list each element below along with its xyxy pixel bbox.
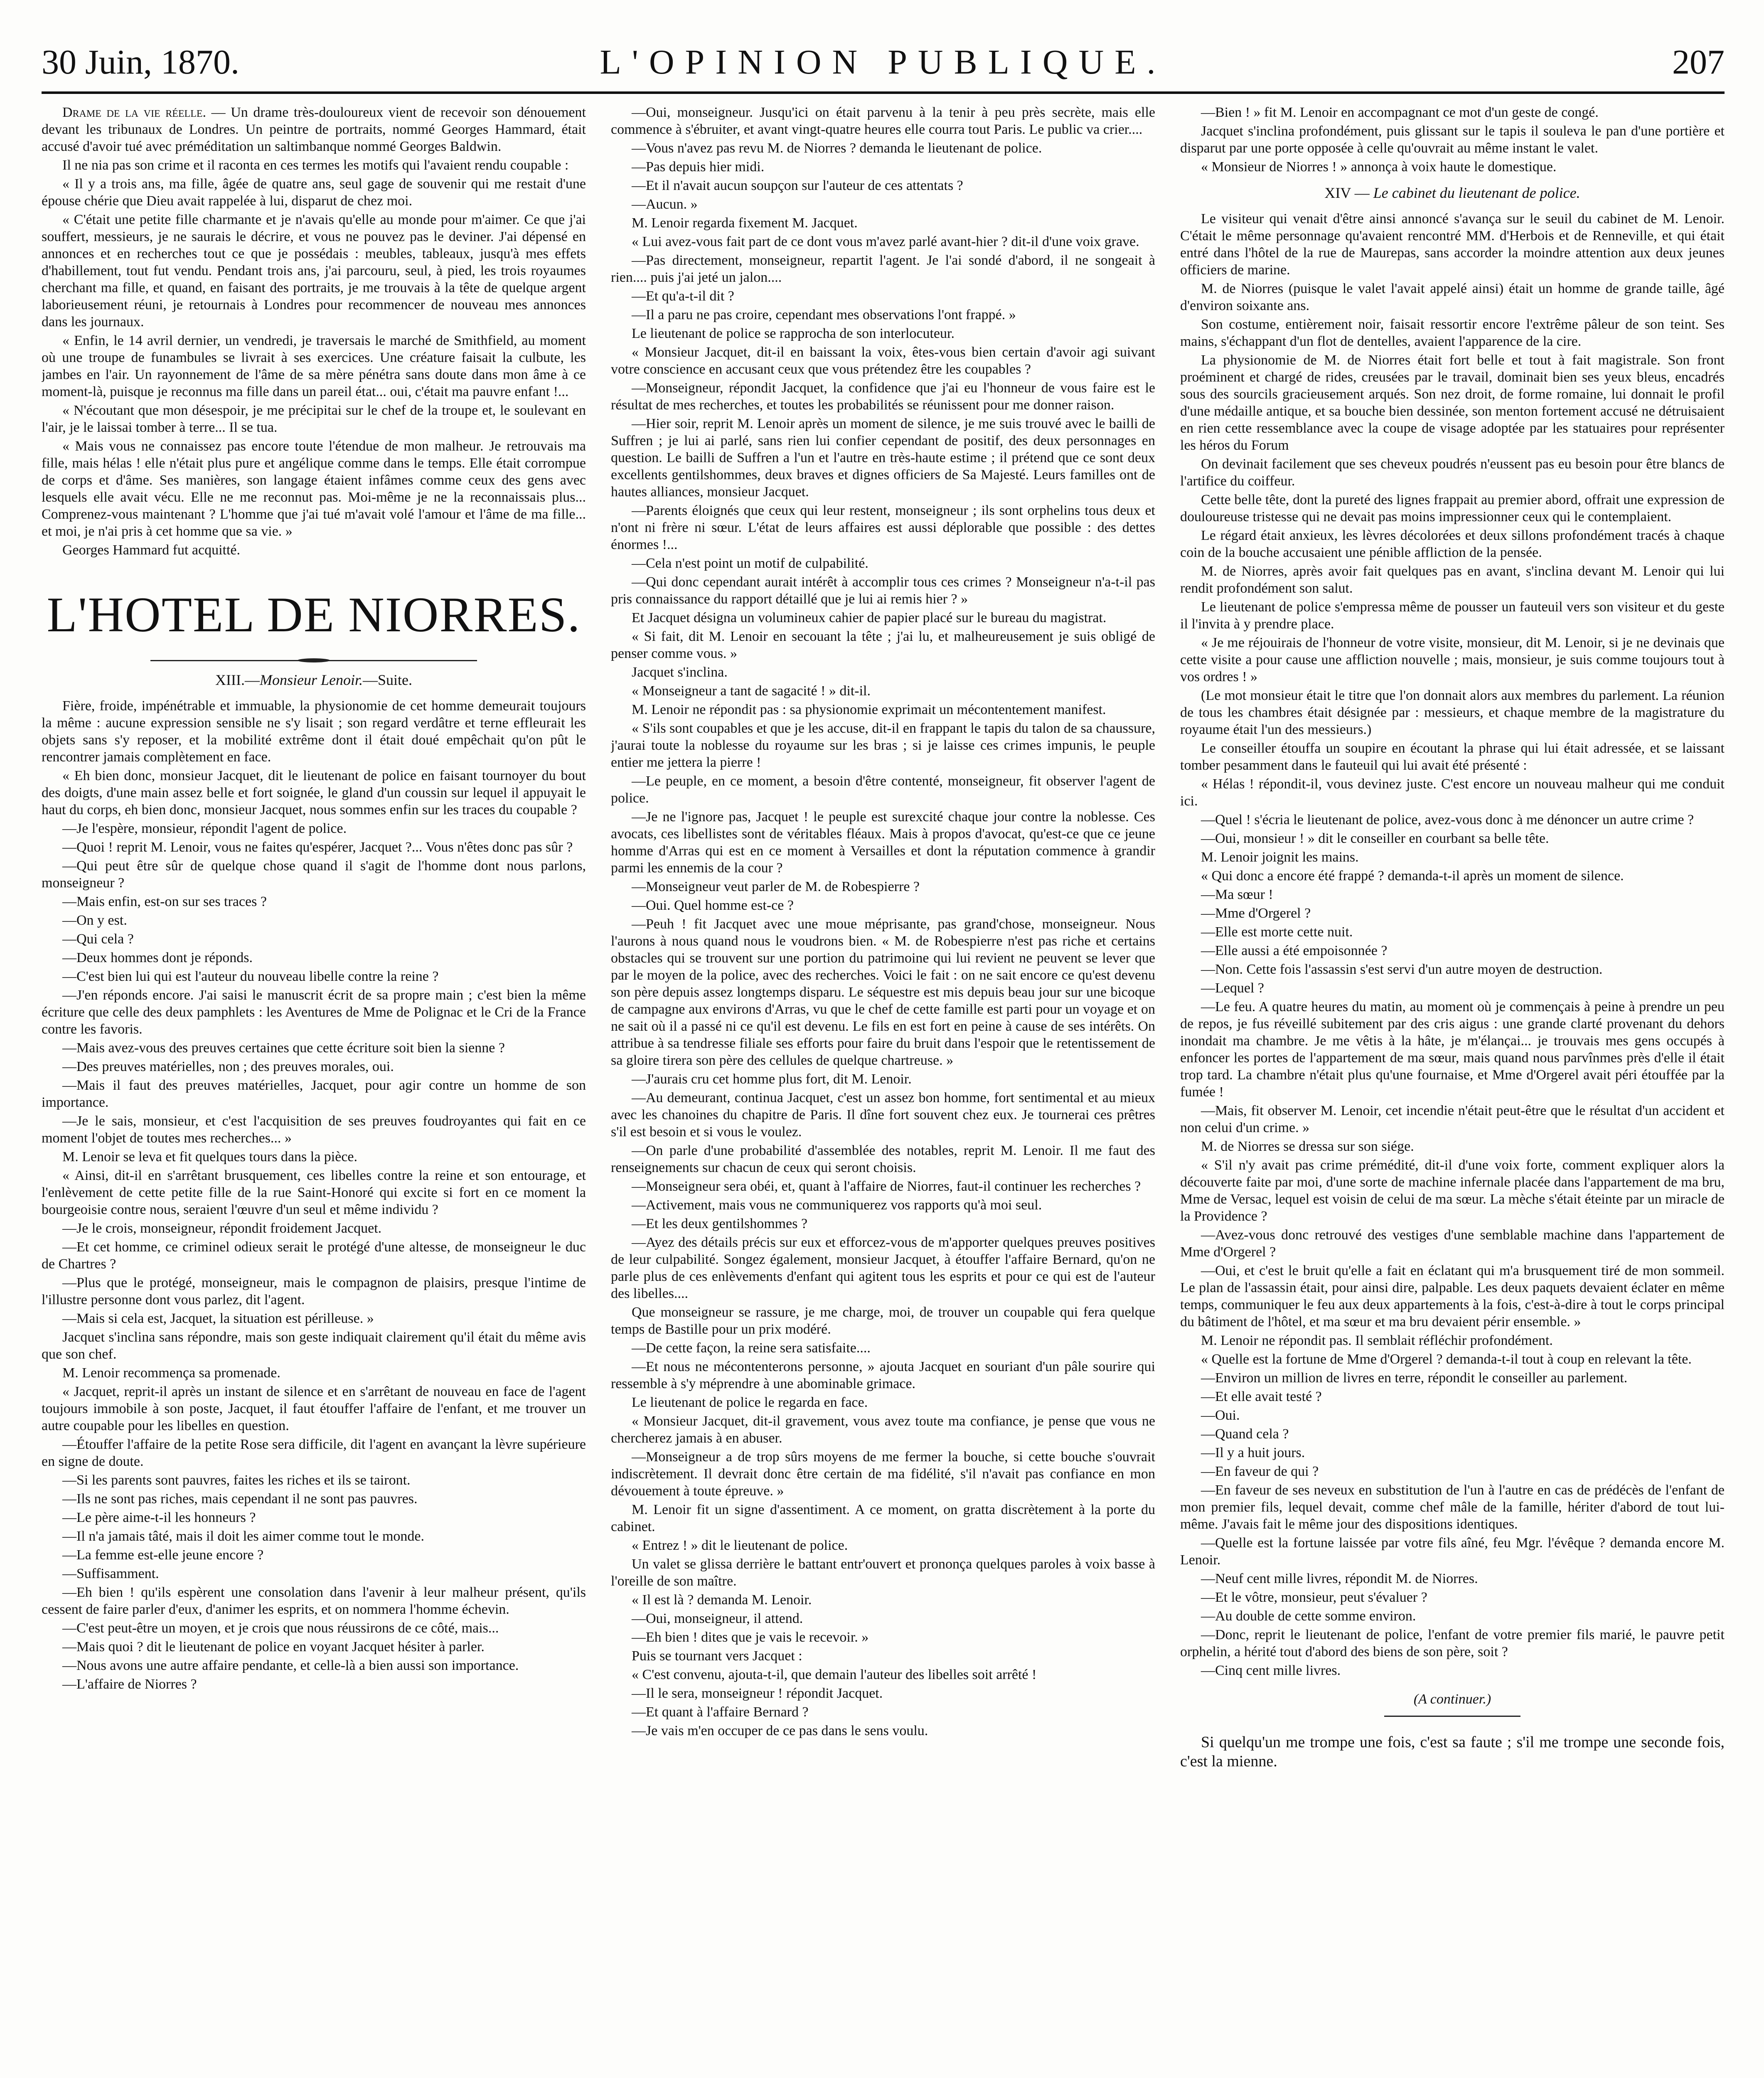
paragraph: « Entrez ! » dit le lieutenant de police. [632,1538,848,1553]
paragraph: —Ma sœur ! [1201,887,1273,902]
paragraph: —Deux hommes dont je réponds. [62,950,253,965]
to-be-continued: (A continuer.) [1413,1691,1491,1707]
chapter-number: XIII.— [215,672,260,688]
paragraph: Le conseiller étouffa un soupire en écoutant la phrase qui lui était adressée, et se laissant tomber pesamment dans le fauteuil qui lui avait été présenté : [1180,741,1725,773]
paragraph: —Monseigneur sera obéi, et, quant à l'affaire de Niorres, faut-il continuer les recherches ? [632,1179,1141,1194]
story-body [1180,210,1725,1679]
paragraph: —Il a paru ne pas croire, cependant mes observations l'ont frappé. » [632,307,1016,323]
paragraph: « Monsieur de Niorres ! » annonça à voix haute le domestique. [1201,159,1557,175]
paragraph: —Donc, reprit le lieutenant de police, l'enfant de votre premier fils marié, le pauvre petit orphelin, a hérité tout d'abord des biens de son père, soit ? [1180,1627,1725,1659]
paragraph: —Monseigneur, répondit Jacquet, la confidence que j'ai eu l'honneur de vous faire est le résultat de mes recherches, et toutes les probabilités se réunissent pour me donner raison. [611,380,1155,413]
paragraph: —Non. Cette fois l'assassin s'est servi d'un autre moyen de destruction. [1201,962,1603,977]
paragraph: —Pas depuis hier midi. [632,159,765,175]
paragraph: « N'écoutant que mon désespoir, je me précipitai sur le chef de la troupe et, le soulevant en l'air, je le laissai tomber à terre... Il se tua. [42,403,586,435]
paragraph: (Le mot monsieur était le titre que l'on donnait alors aux membres du parlement. La réunion de tous les chambres était désignée par : messieurs, et chaque membre de la magistrature du royaume était l'un des messieurs.) [1180,688,1725,737]
paragraph: —Monseigneur veut parler de M. de Robespierre ? [632,879,920,894]
masthead-rule [42,91,1725,94]
news-item-body [42,157,586,559]
paragraph: —Mais avez-vous des preuves certaines que cette écriture soit bien la sienne ? [62,1040,505,1056]
paragraph: —Lequel ? [1201,980,1264,996]
paragraph: —Oui, monseigneur. Jusqu'ici on était parvenu à la tenir à peu près secrète, mais elle commence à s'ébruiter, et avant vingt-quatre heures elle courra tout Paris. Le public va crier.... [611,105,1155,137]
news-item-text: — Un drame très-douloureux vient de recevoir son dénouement devant les tribunaux de Londres. Un peintre de portraits, nommé Georges Hammard, était accusé d'avoir tué avec préméditation un saltimbanque nommé Georges Baldwin. [42,105,586,154]
title-ornament [150,658,477,662]
paragraph: Jacquet s'inclina profondément, puis glissant sur le tapis il souleva le pan d'une portière et disparut par une porte opposée à celle qu'ouvrait au même instant le valet. [1180,123,1725,156]
paragraph: —C'est peut-être un moyen, et je crois que nous réussirons de ce côté, mais... [62,1620,499,1636]
paragraph: —Quoi ! reprit M. Lenoir, vous ne faites qu'espérer, Jacquet ?... Vous n'êtes donc pas sûr ? [62,840,573,855]
paragraph: —La femme est-elle jeune encore ? [62,1547,264,1563]
end-rule [1384,1716,1520,1717]
paragraph: —Il n'a jamais tâté, mais il doit les aimer comme tout le monde. [62,1529,425,1544]
paragraph: « Monsieur Jacquet, dit-il gravement, vous avez toute ma confiance, je pense que vous ne chercherez jamais à en abuser. [611,1413,1155,1446]
paragraph: —Je ne l'ignore pas, Jacquet ! le peuple est surexcité chaque jour contre la noblesse. Ces avocats, ces libellistes sont de véritables fléaux. Mais à propos d'avocat, qu'est-ce que ce jeune homme d'Arras qui est en ce moment à Versailles et dont la réputation commence à grandir parmi les ennemis de la cour ? [611,809,1155,876]
paragraph: Cette belle tête, dont la pureté des lignes frappait au premier abord, offrait une expression de douloureuse tristesse qui ne devait pas moins impressionner ceux qui le contemplaient. [1180,492,1725,524]
paragraph: —Quelle est la fortune laissée par votre fils aîné, feu Mgr. l'évêque ? demanda encore M. Lenoir. [1180,1535,1725,1568]
paragraph: —Eh bien ! dites que je vais le recevoir. » [632,1630,869,1645]
column-1 [42,104,586,2078]
paragraph: —Ils ne sont pas riches, mais cependant il ne sont pas pauvres. [62,1491,418,1507]
paragraph: M. Lenoir ne répondit pas. Il semblait réfléchir profondément. [1201,1333,1553,1348]
paragraph: —J'en réponds encore. J'ai saisi le manuscrit écrit de sa propre main ; c'est bien la même écriture que celle des deux pamphlets : les Aventures de Mme de Polignac et le Cri de la France contre les favoris. [42,987,586,1037]
paragraph: « C'est convenu, ajouta-t-il, que demain l'auteur des libelles soit arrêté ! [632,1667,1037,1682]
paragraph: —Mais il faut des preuves matérielles, Jacquet, pour agir contre un homme de son importance. [42,1078,586,1110]
paragraph: —L'affaire de Niorres ? [62,1677,197,1692]
paragraph: —Je le sais, monsieur, et c'est l'acquisition de ses preuves foudroyantes qui fait en ce moment l'objet de toutes mes recherches... » [42,1113,586,1146]
chapter-heading [1180,184,1725,202]
paragraph: —Et nous ne mécontenterons personne, » ajouta Jacquet en souriant d'un pâle sourire qui ressemble à s'y méprendre à une abominable grimace. [611,1359,1155,1391]
news-item-lead: Drame de la vie réelle. [62,105,207,120]
page-number: 207 [1672,43,1725,81]
paragraph: —Activement, mais vous ne communiquerez vos rapports qu'à moi seul. [632,1197,1042,1213]
column-3 [1180,104,1725,2078]
paragraph: Un valet se glissa derrière le battant entr'ouvert et prononça quelques paroles à voix basse à l'oreille de son maître. [611,1556,1155,1589]
paragraph: M. Lenoir ne répondit pas : sa physionomie exprimait un mécontentement manifest. [632,702,1106,717]
paragraph: —Pas directement, monseigneur, repartit l'agent. Je l'ai sondé d'abord, il ne songeait à rien.... puis j'ai jeté un jalon.... [611,253,1155,285]
paragraph: —Et il n'avait aucun soupçon sur l'auteur de ces attentats ? [632,178,963,193]
paragraph: « Jacquet, reprit-il après un instant de silence et en s'arrêtant de nouveau en face de l'agent toujours immobile à son poste, Jacquet, il faut étouffer l'affaire de l'enfant, et me trouver un autre coupable pour les libelles en question. [42,1384,586,1433]
paragraph: —Si les parents sont pauvres, faites les riches et ils se tairont. [62,1472,411,1488]
paragraph: —Le père aime-t-il les honneurs ? [62,1510,256,1525]
paragraph: —Mais enfin, est-on sur ses traces ? [62,894,267,909]
issue-date: 30 Juin, 1870. [42,43,240,81]
paragraph: —Et quant à l'affaire Bernard ? [632,1704,809,1720]
paragraph: —Bien ! » fit M. Lenoir en accompagnant ce mot d'un geste de congé. [1201,105,1599,120]
paragraph: Il ne nia pas son crime et il raconta en ces termes les motifs qui l'avaient rendu coupable : [62,158,569,173]
paragraph: —Ayez des détails précis sur eux et efforcez-vous de m'apporter quelques preuves positives de leur culpabilité. Songez également, monsieur Jacquet, à étouffer l'affaire Bernard, qu'on ne parle plus de ces enlèvements d'enfant qui agitent tous les esprits et pour ce qui est de l'auteur des libelles.... [611,1235,1155,1301]
paragraph: Georges Hammard fut acquitté. [62,542,241,558]
paragraph: « Si fait, dit M. Lenoir en secouant la tête ; j'ai lu, et malheureusement je suis obligé de penser comme vous. » [611,629,1155,661]
paragraph: M. Lenoir se leva et fit quelques tours dans la pièce. [62,1149,357,1165]
masthead [42,29,1725,91]
paragraph: « Il y a trois ans, ma fille, âgée de quatre ans, seul gage de souvenir qui me restait d'une épouse chérie que Dieu avait rappelée à lui, disparut de chez moi. [42,176,586,209]
paragraph: —Eh bien ! qu'ils espèrent une consolation dans l'avenir à leur malheur présent, qu'ils cessent de faire parler d'eux, d'animer les esprits, et on nommera l'homme échevin. [42,1585,586,1617]
paragraph: —J'aurais cru cet homme plus fort, dit M. Lenoir. [632,1071,912,1087]
paragraph: —Avez-vous donc retrouvé des vestiges d'une semblable machine dans l'appartement de Mme d'Orgerel ? [1180,1227,1725,1260]
paragraph: « S'il n'y avait pas crime prémédité, dit-il d'une voix forte, comment expliquer alors la découverte faite par moi, d'une sorte de machine infernale placée dans l'appartement de ma bru, Mme de Versac, lequel est voisin de celui de ma sœur. La mèche s'était éteinte par un miracle de la Providence ? [1180,1157,1725,1224]
paragraph: « Monsieur Jacquet, dit-il en baissant la voix, êtes-vous bien certain d'avoir agi suivant votre conscience en accusant ceux que vous prétendez être les coupables ? [611,345,1155,377]
chapter-suffix: —Suite. [362,672,412,688]
paragraph: Fière, froide, impénétrable et immuable, la physionomie de cet homme demeurait toujours la même : aucune expression sensible ne s'y lisait ; son regard verdâtre et terne effleurait les objets sans s'y reposer, et la mobilité extrême dont il était doué empêchait qu'on pût le rencontrer jamais complètement en face. [42,698,586,765]
paragraph: —Nous avons une autre affaire pendante, et celle-là a bien aussi son importance. [62,1658,519,1673]
paragraph: « Monseigneur a tant de sagacité ! » dit-il. [632,683,871,699]
paragraph: —Parents éloignés que ceux qui leur restent, monseigneur ; ils sont orphelins tous deux et n'ont ni frère ni sœur. L'état de leurs affaires est aussi déplorable que possible : des dettes énormes !... [611,503,1155,552]
paragraph: —Qui cela ? [62,931,134,947]
paragraph: « Hélas ! répondit-il, vous devinez juste. C'est encore un nouveau malheur qui me conduit ici. [1180,776,1725,809]
paragraph: —Suffisamment. [62,1566,159,1581]
paragraph: —On y est. [62,913,127,928]
paragraph: —Vous n'avez pas revu M. de Niorres ? demanda le lieutenant de police. [632,140,1042,156]
maxim: Si quelqu'un me trompe une fois, c'est sa faute ; s'il me trompe une seconde fois, c'est la mienne. [1180,1733,1725,1770]
paragraph: Son costume, entièrement noir, faisait ressortir encore l'extrême pâleur de son teint. Ses mains, s'échappant d'un flot de dentelles, avaient l'apparence de la cire. [1180,317,1725,349]
paragraph: —Environ un million de livres en terre, répondit le conseiller au parlement. [1201,1370,1628,1386]
paragraph: —Mais quoi ? dit le lieutenant de police en voyant Jacquet hésiter à parler. [62,1639,485,1655]
paragraph: —Je l'espère, monsieur, répondit l'agent de police. [62,821,347,836]
paragraph: —Qui peut être sûr de quelque chose quand il s'agit de l'homme dont nous parlons, monseigneur ? [42,858,586,891]
paragraph: « Je me réjouirais de l'honneur de votre visite, monsieur, dit M. Lenoir, si je ne devinais que cette visite a pour cause une affliction nouvelle ; mais, monsieur, je suis comme toujours tout à vos ordres ! » [1180,635,1725,684]
paragraph: —Cinq cent mille livres. [1201,1663,1341,1678]
paragraph: Jacquet s'inclina sans répondre, mais son geste indiquait clairement qu'il était du même avis que son chef. [42,1330,586,1362]
paragraph: Le régard était anxieux, les lèvres décolorées et deux sillons profondément tracés à chaque coin de la bouche accusaient une pénible affliction de la pensée. [1180,528,1725,560]
paragraph: —Plus que le protégé, monseigneur, mais le compagnon de plaisirs, presque l'intime de l'illustre personne dont vous parlez, dit l'agent. [42,1275,586,1307]
paragraph: —Aucun. » [632,197,698,212]
paragraph: —Oui. [1201,1408,1240,1423]
paragraph: —Quand cela ? [1201,1426,1289,1442]
paragraph: —C'est bien lui qui est l'auteur du nouveau libelle contre la reine ? [62,969,439,984]
paragraph: —Je vais m'en occuper de ce pas dans le sens voulu. [632,1723,928,1738]
paragraph: Jacquet s'inclina. [632,665,728,680]
paragraph: —Oui, monseigneur, il attend. [632,1611,803,1626]
paragraph: Que monseigneur se rassure, je me charge, moi, de trouver un coupable qui fera quelque temps de Bastille pour un prix modéré. [611,1305,1155,1337]
paragraph: « S'ils sont coupables et que je les accuse, dit-il en frappant le tapis du talon de sa chaussure, j'aurai toute la noblesse du royaume sur les bras ; si je laisse ces crimes impunis, le peuple entier me jettera la pierre ! [611,721,1155,770]
paragraph: —Neuf cent mille livres, répondit M. de Niorres. [1201,1571,1478,1586]
paragraph: Le visiteur qui venait d'être ainsi annoncé s'avança sur le seuil du cabinet de M. Lenoir. C'était le même personnage qu'avaient rencontré MM. d'Herbois et de Renneville, et qui était entré dans l'hôtel de la rue de Maurepas, sans accorder la moindre attention aux deux jeunes officiers de marine. [1180,211,1725,278]
paragraph: —On parle d'une probabilité d'assemblée des notables, reprit M. Lenoir. Il me faut des renseignements sur chacun de ceux qui seront choisis. [611,1143,1155,1175]
paragraph: On devinait facilement que ses cheveux poudrés n'eussent pas eu besoin pour être blancs de l'artifice du coiffeur. [1180,456,1725,489]
paragraph: Le lieutenant de police se rapprocha de son interlocuteur. [632,326,955,341]
story-body [1180,104,1725,175]
story-body [611,104,1155,1739]
paragraph: —Et elle avait testé ? [1201,1389,1322,1404]
chapter-heading [42,671,586,689]
paragraph: « Enfin, le 14 avril dernier, un vendredi, je traversais le marché de Smithfield, au moment où une troupe de funambules se livrait à ses exercices. Une créature faisait la culbute, les jambes en l'air. Un rayonnement de l'âme de sa mère pénétra sans doute dans mon âme à ce moment-là, puisque je reconnus ma fille dans un pareil état... oui, c'était ma pauvre enfant !... [42,333,586,399]
paragraph: —Et cet homme, ce criminel odieux serait le protégé d'une altesse, de monseigneur le duc de Chartres ? [42,1239,586,1272]
paragraph: —Il le sera, monseigneur ! répondit Jacquet. [632,1686,883,1701]
paragraph: —Monseigneur a de trop sûrs moyens de me fermer la bouche, si cette bouche s'ouvrait indiscrètement. Il devrait donc être certain de ma fidélité, s'il n'avait pas confiance en mon dévouement à toute épreuve. » [611,1449,1155,1499]
paragraph: —Peuh ! fit Jacquet avec une moue méprisante, pas grand'chose, monseigneur. Nous l'aurons à nous quand nous le voudrons bien. « M. de Robespierre n'est pas riche et certains obstacles qui se trouvent sur une portion du patrimoine qui lui revient ne peuvent se lever que par le moyen de la police, avec des recherches. Voici le fait : on ne sait encore ce qu'est devenu son père depuis assez longtemps disparu. Le séquestre est mis depuis beau jour sur une bicoque de campagne aux environs d'Arras, vu que le chef de cette famille est parti pour un voyage et on ne sait où il a passé ni ce qu'il est devenu. Le fils en est fort en peine à cause de ses intérêts. On attribue à sa tendresse filiale ses efforts pour faire du bruit dans l'espoir que le retentissement de sa gloire tirera son père des cellules de quelque chartreuse. » [611,916,1155,1068]
section-title: L'HOTEL DE NIORRES. [47,587,581,642]
paragraph: M. de Niorres se dressa sur son siége. [1201,1139,1414,1154]
paragraph: —Mais, fit observer M. Lenoir, cet incendie n'était peut-être que le résultat d'un accident et non celui d'un crime. » [1180,1103,1725,1135]
paragraph: —De cette façon, la reine sera satisfaite.... [632,1340,871,1356]
paragraph: —Qui donc cependant aurait intérêt à accomplir tous ces crimes ? Monseigneur n'a-t-il pas pris connaissance du rapport détaillé que je lui ai remis hier ? » [611,574,1155,607]
article-columns [42,104,1725,2078]
paragraph: —Oui. Quel homme est-ce ? [632,898,794,913]
story-body [42,697,586,1693]
paragraph: —Et les deux gentilshommes ? [632,1216,808,1231]
column-2 [611,104,1155,2078]
paragraph: M. de Niorres, après avoir fait quelques pas en avant, s'inclina devant M. Lenoir qui lui rendit profondément son salut. [1180,564,1725,596]
paragraph: —Et le vôtre, monsieur, peut s'évaluer ? [1201,1590,1427,1605]
paragraph: Puis se tournant vers Jacquet : [632,1648,802,1664]
paragraph: —Cela n'est point un motif de culpabilité. [632,556,868,571]
paragraph: —Quel ! s'écria le lieutenant de police, avez-vous donc à me dénoncer un autre crime ? [1201,812,1694,827]
paragraph: « Ainsi, dit-il en s'arrêtant brusquement, ces libelles contre la reine et son entourage, et l'enlèvement de cette petite fille de la rue Saint-Honoré qui excite si fort en ce moment la bourgeoisie contre nous, seraient l'œuvre d'un seul et même individu ? [42,1168,586,1217]
chapter-number: XIV — [1324,185,1370,201]
paragraph: —Au demeurant, continua Jacquet, c'est un assez bon homme, fort sentimental et au mieux avec les chanoines du chapitre de Paris. Il dîne fort souvent chez eux. Je tournerai ces prêtres s'il est besoin et si vous le voulez. [611,1090,1155,1140]
newspaper-title: L'OPINION PUBLIQUE. [600,43,1166,81]
paragraph: « Qui donc a encore été frappé ? demanda-t-il après un moment de silence. [1201,868,1624,884]
paragraph: —Étouffer l'affaire de la petite Rose sera difficile, dit l'agent en avançant la lèvre supérieure en signe de doute. [42,1437,586,1469]
paragraph: « Il est là ? demanda M. Lenoir. [632,1592,812,1608]
chapter-title: Monsieur Lenoir. [259,672,363,688]
paragraph: —Elle aussi a été empoisonnée ? [1201,943,1388,958]
paragraph: —En faveur de qui ? [1201,1464,1319,1479]
paragraph: Le lieutenant de police s'empressa même de pousser un fauteuil vers son visiteur et du geste il l'invita à y prendre place. [1180,599,1725,632]
paragraph: —Et qu'a-t-il dit ? [632,288,734,304]
paragraph: —Hier soir, reprit M. Lenoir après un moment de silence, je me suis trouvé avec le bailli de Suffren ; je lui ai parlé, sans rien lui confier cependant de positif, des deux personnages en question. Le bailli de Suffren a l'un et l'autre en très-haute estime ; il prétend que ce sont deux excellents gentilshommes, deux braves et dignes officiers de Sa Majesté. Leurs familles ont de hautes alliances, monsieur Jacquet. [611,416,1155,500]
paragraph: —Le feu. A quatre heures du matin, au moment où je commençais à peine à prendre un peu de repos, je fus réveillé subitement par des cris aigus : une grande clarté provenant du dehors inondait ma chambre. Je me vêtis à la hâte, je m'élançai... je trouvais mes gens occupés à enfoncer les portes de l'appartement de ma sœur, mais quand nous parvînmes près d'elle il était trop tard. La chambre n'était plus qu'une fournaise, et Mme d'Orgerel avait péri étouffée par la fumée ! [1180,999,1725,1100]
paragraph: —Mais si cela est, Jacquet, la situation est périlleuse. » [62,1311,374,1326]
paragraph: « Eh bien donc, monsieur Jacquet, dit le lieutenant de police en faisant tournoyer du bout des doigts, d'une main assez belle et fort soignée, le gland d'un coussin sur lequel il appuyait le haut du corps, eh bien donc, monsieur Jacquet, nous sommes enfin sur les traces du coupable ? [42,768,586,817]
paragraph: M. Lenoir fit un signe d'assentiment. A ce moment, on gratta discrètement à la porte du cabinet. [611,1502,1155,1534]
paragraph: Le lieutenant de police le regarda en face. [632,1395,868,1410]
paragraph: —En faveur de ses neveux en substitution de l'un à l'autre en cas de prédécès de l'enfant de mon premier fils, lequel devait, comme chef mâle de la famille, hériter d'abord de tout lui-même. J'avais fait le même jour des dispositions identiques. [1180,1482,1725,1532]
paragraph: M. Lenoir recommença sa promenade. [62,1365,280,1381]
paragraph: M. Lenoir joignit les mains. [1201,849,1359,865]
paragraph: M. Lenoir regarda fixement M. Jacquet. [632,215,858,231]
chapter-title: Le cabinet du lieutenant de police. [1373,185,1580,201]
paragraph: —Oui, monsieur ! » dit le conseiller en courbant sa belle tête. [1201,831,1549,846]
news-item [42,104,586,155]
paragraph: —Oui, et c'est le bruit qu'elle a fait en éclatant qui m'a brusquement tiré de mon sommeil. Le plan de l'assassin était, pour ainsi dire, palpable. Les deux paquets devaient éclater en même temps, communiquer le feu aux deux appartements à la fois, c'est-à-dire à tout le corps principal du bâtiment de l'hôtel, et ma sœur et ma bru devaient périr ensemble. » [1180,1263,1725,1330]
paragraph: M. de Niorres (puisque le valet l'avait appelé ainsi) était un homme de grande taille, âgé d'environ soixante ans. [1180,281,1725,313]
paragraph: « Lui avez-vous fait part de ce dont vous m'avez parlé avant-hier ? dit-il d'une voix grave. [632,234,1139,249]
paragraph: —Mme d'Orgerel ? [1201,906,1311,921]
paragraph: La physionomie de M. de Niorres était fort belle et tout à fait magistrale. Son front proéminent et chargé de rides, creusées par le travail, dominait bien ses yeux bleus, encadrés sous des sourcils gracieusement arqués. Son nez droit, de forme romaine, lui donnait le profil d'une médaille antique, et sa bouche bien dessinée, son menton fortement accusé ne détruisaient en rien cette ressemblance avec la coupe de visage adoptée par les statuaires pour représenter les héros du Forum [1180,352,1725,453]
paragraph: —Il y a huit jours. [1201,1445,1305,1460]
paragraph: —Elle est morte cette nuit. [1201,924,1353,940]
paragraph: Et Jacquet désigna un volumineux cahier de papier placé sur le bureau du magistrat. [632,610,1107,625]
paragraph: —Je le crois, monseigneur, répondit froidement Jacquet. [62,1221,382,1236]
paragraph: —Le peuple, en ce moment, a besoin d'être contenté, monseigneur, fit observer l'agent de police. [611,773,1155,806]
paragraph: « C'était une petite fille charmante et je n'avais qu'elle au monde pour m'aimer. Ce que j'ai souffert, messieurs, je ne saurais le décrire, et vous ne pouvez pas le deviner. J'ai dépensé en annonces et en recherches tout ce que je possédais : meubles, tableaux, jusqu'à mes effets d'habillement, tout fut vendu. Pendant trois ans, j'ai parcouru, seul, à pied, les trois royaumes cherchant ma fille, et quand, en faisant des portraits, je me trouvais à la tête de quelque argent laborieusement réuni, je retournais à Londres pour recommencer de nouveau mes annonces dans les journaux. [42,212,586,330]
paragraph: « Quelle est la fortune de Mme d'Orgerel ? demanda-t-il tout à coup en relevant la tête. [1201,1352,1692,1367]
paragraph: —Des preuves matérielles, non ; des preuves morales, oui. [62,1059,394,1074]
paragraph: « Mais vous ne connaissez pas encore toute l'étendue de mon malheur. Je retrouvais ma fille, mais hélas ! elle n'était plus pure et angélique comme dans le temps. Elle était corrompue de corps et d'âme. Ses manières, son langage étaient infâmes comme ceux des gens avec lesquels elle avait vécu. Elle ne me reconnut pas. Moi-même je ne la reconnaissais plus... Comprenez-vous maintenant ? L'homme que j'ai tué m'avait volé l'amour et l'âme de ma fille... et moi, je n'ai pris à cet homme que sa vie. » [42,438,586,539]
paragraph: —Au double de cette somme environ. [1201,1608,1416,1624]
